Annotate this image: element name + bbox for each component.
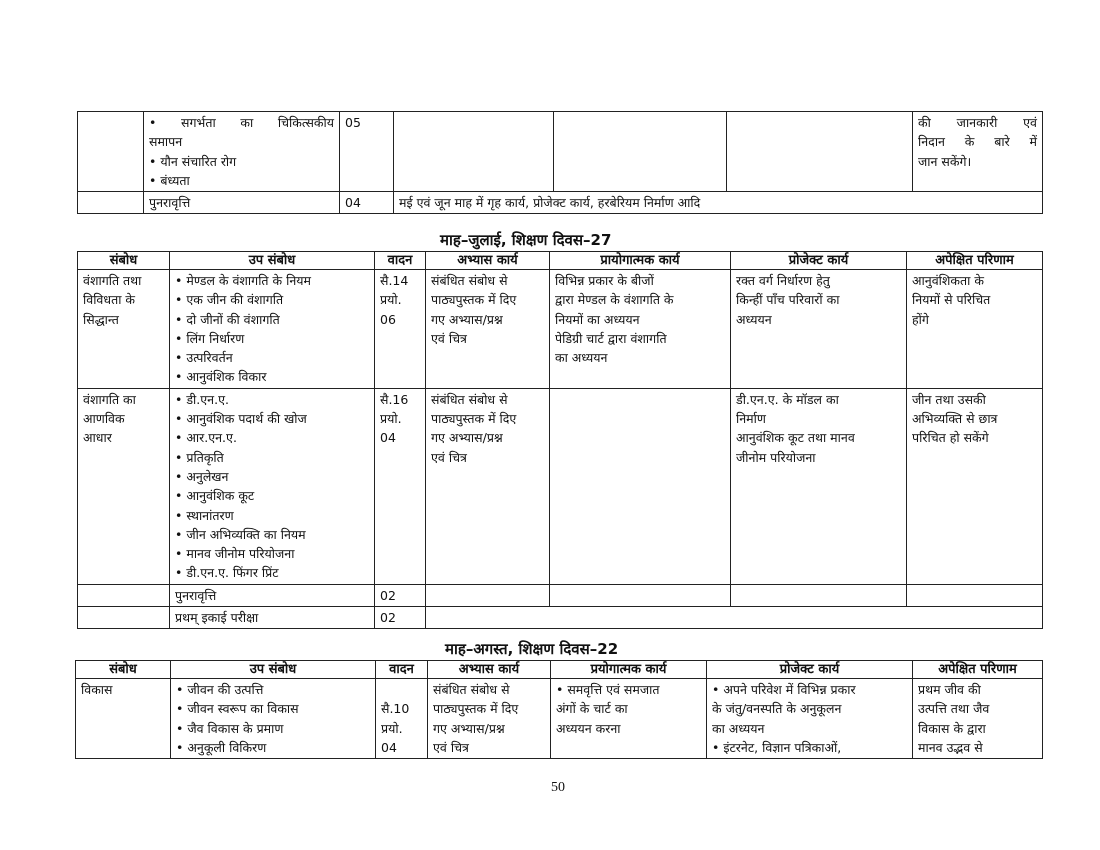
table-row — [76, 679, 1043, 759]
expected-outcome-cell: आनुवंशिकता के नियमों से परिचित होंगे — [907, 270, 1043, 389]
table-row — [78, 112, 1043, 192]
column-header: अपेक्षित परिणाम — [907, 252, 1043, 270]
table-row — [78, 270, 1043, 389]
column-header: अभ्यास कार्य — [426, 252, 550, 270]
topic-cell: वंशागति का आणविक आधार — [78, 388, 170, 584]
periods-cell: 04 — [340, 192, 394, 214]
exercise-cell: संबंधित संबोध से पाठ्यपुस्तक में दिए गए अभ्यास/प्रश्न एवं चित्र — [426, 388, 550, 584]
column-header: प्रोजेक्ट कार्य — [707, 661, 913, 679]
expected-outcome-cell: प्रथम जीव की उत्पत्ति तथा जैव विकास के द्वारा मानव उद्भव से — [913, 679, 1043, 759]
periods-cell: सै.10 प्रयो. 04 — [376, 679, 428, 759]
column-header: उप संबोध — [170, 252, 375, 270]
project-cell: रक्त वर्ग निर्धारण हेतु किन्हीं पाँच परिवारों का अध्ययन — [731, 270, 907, 389]
note-cell: मई एवं जून माह में गृह कार्य, प्रोजेक्ट कार्य, हरबेरियम निर्माण आदि — [394, 192, 1043, 214]
column-header: संबोध — [78, 252, 170, 270]
table-row — [78, 192, 1043, 214]
column-header: संबोध — [76, 661, 171, 679]
continuation-table — [77, 111, 1043, 214]
expected-outcome-cell: जीन तथा उसकी अभिव्यक्ति से छात्र परिचित हो सकेंगे — [907, 388, 1043, 584]
practical-cell: • समवृत्ति एवं समजात अंगों के चार्ट का अध्ययन करना — [551, 679, 707, 759]
column-header: प्रायोगात्मक कार्य — [550, 252, 731, 270]
exercise-cell: संबंधित संबोध से पाठ्यपुस्तक में दिए गए अभ्यास/प्रश्न एवं चित्र — [428, 679, 551, 759]
sub-topic-cell: पुनरावृत्ति — [170, 584, 375, 606]
table-row — [78, 388, 1043, 584]
sub-topic-cell: • सगर्भता का चिकित्सकीय समापन • यौन संचारित रोग • बंध्यता — [144, 112, 340, 192]
sub-topic-cell: प्रथम् इकाई परीक्षा — [170, 607, 375, 629]
table-row — [78, 607, 1043, 629]
exercise-cell: संबंधित संबोध से पाठ्यपुस्तक में दिए गए अभ्यास/प्रश्न एवं चित्र — [426, 270, 550, 389]
table-header-row — [76, 661, 1043, 679]
expected-outcome-cell: की जानकारी एवं निदान के बारे में जान सकेंगे। — [913, 112, 1043, 192]
periods-cell: सै.14 प्रयो. 06 — [375, 270, 426, 389]
column-header: वादन — [376, 661, 428, 679]
table-row — [78, 584, 1043, 606]
periods-cell: सै.16 प्रयो. 04 — [375, 388, 426, 584]
periods-cell: 02 — [375, 584, 426, 606]
project-cell: डी.एन.ए. के मॉडल का निर्माण आनुवंशिक कूट तथा मानव जीनोम परियोजना — [731, 388, 907, 584]
topic-cell: विकास — [76, 679, 171, 759]
column-header: प्रयोगात्मक कार्य — [551, 661, 707, 679]
column-header: अभ्यास कार्य — [428, 661, 551, 679]
column-header: अपेक्षित परिणाम — [913, 661, 1043, 679]
august-heading: माह–अगस्त, शिक्षण दिवस–22 — [445, 640, 619, 658]
august-table — [75, 660, 1043, 759]
column-header: वादन — [375, 252, 426, 270]
column-header: उप संबोध — [171, 661, 376, 679]
column-header: प्रोजेक्ट कार्य — [731, 252, 907, 270]
july-table — [77, 251, 1043, 629]
july-heading: माह–जुलाई, शिक्षण दिवस–27 — [440, 231, 612, 249]
periods-cell: 05 — [340, 112, 394, 192]
table-header-row — [78, 252, 1043, 270]
sub-topic-cell: • डी.एन.ए. • आनुवंशिक पदार्थ की खोज • आर.एन.ए. • प्रतिकृति • अनुलेखन • आनुवंशिक कूट • स्थानांतरण • जीन अभिव्यक्ति का नियम • मानव जीनोम परियोजना • डी.एन.ए. फिंगर प्रिंट — [170, 388, 375, 584]
practical-cell: विभिन्न प्रकार के बीजों द्वारा मेण्डल के वंशागति के नियमों का अध्ययन पेडिग्री चार्ट द्वारा वंशागति का अध्ययन — [550, 270, 731, 389]
page-number: 50 — [551, 780, 565, 795]
project-cell: • अपने परिवेश में विभिन्न प्रकार के जंतु/वनस्पति के अनुकूलन का अध्ययन • इंटरनेट, विज्ञान पत्रिकाओं, — [707, 679, 913, 759]
practical-cell — [550, 388, 731, 584]
topic-cell: वंशागति तथा विविधता के सिद्धान्त — [78, 270, 170, 389]
periods-cell: 02 — [375, 607, 426, 629]
sub-topic-cell: • मेण्डल के वंशागति के नियम • एक जीन की वंशागति • दो जीनों की वंशागति • लिंग निर्धारण • उत्परिवर्तन • आनुवंशिक विकार — [170, 270, 375, 389]
sub-topic-cell: पुनरावृत्ति — [144, 192, 340, 214]
sub-topic-cell: • जीवन की उत्पत्ति • जीवन स्वरूप का विकास • जैव विकास के प्रमाण • अनुकूली विकिरण — [171, 679, 376, 759]
